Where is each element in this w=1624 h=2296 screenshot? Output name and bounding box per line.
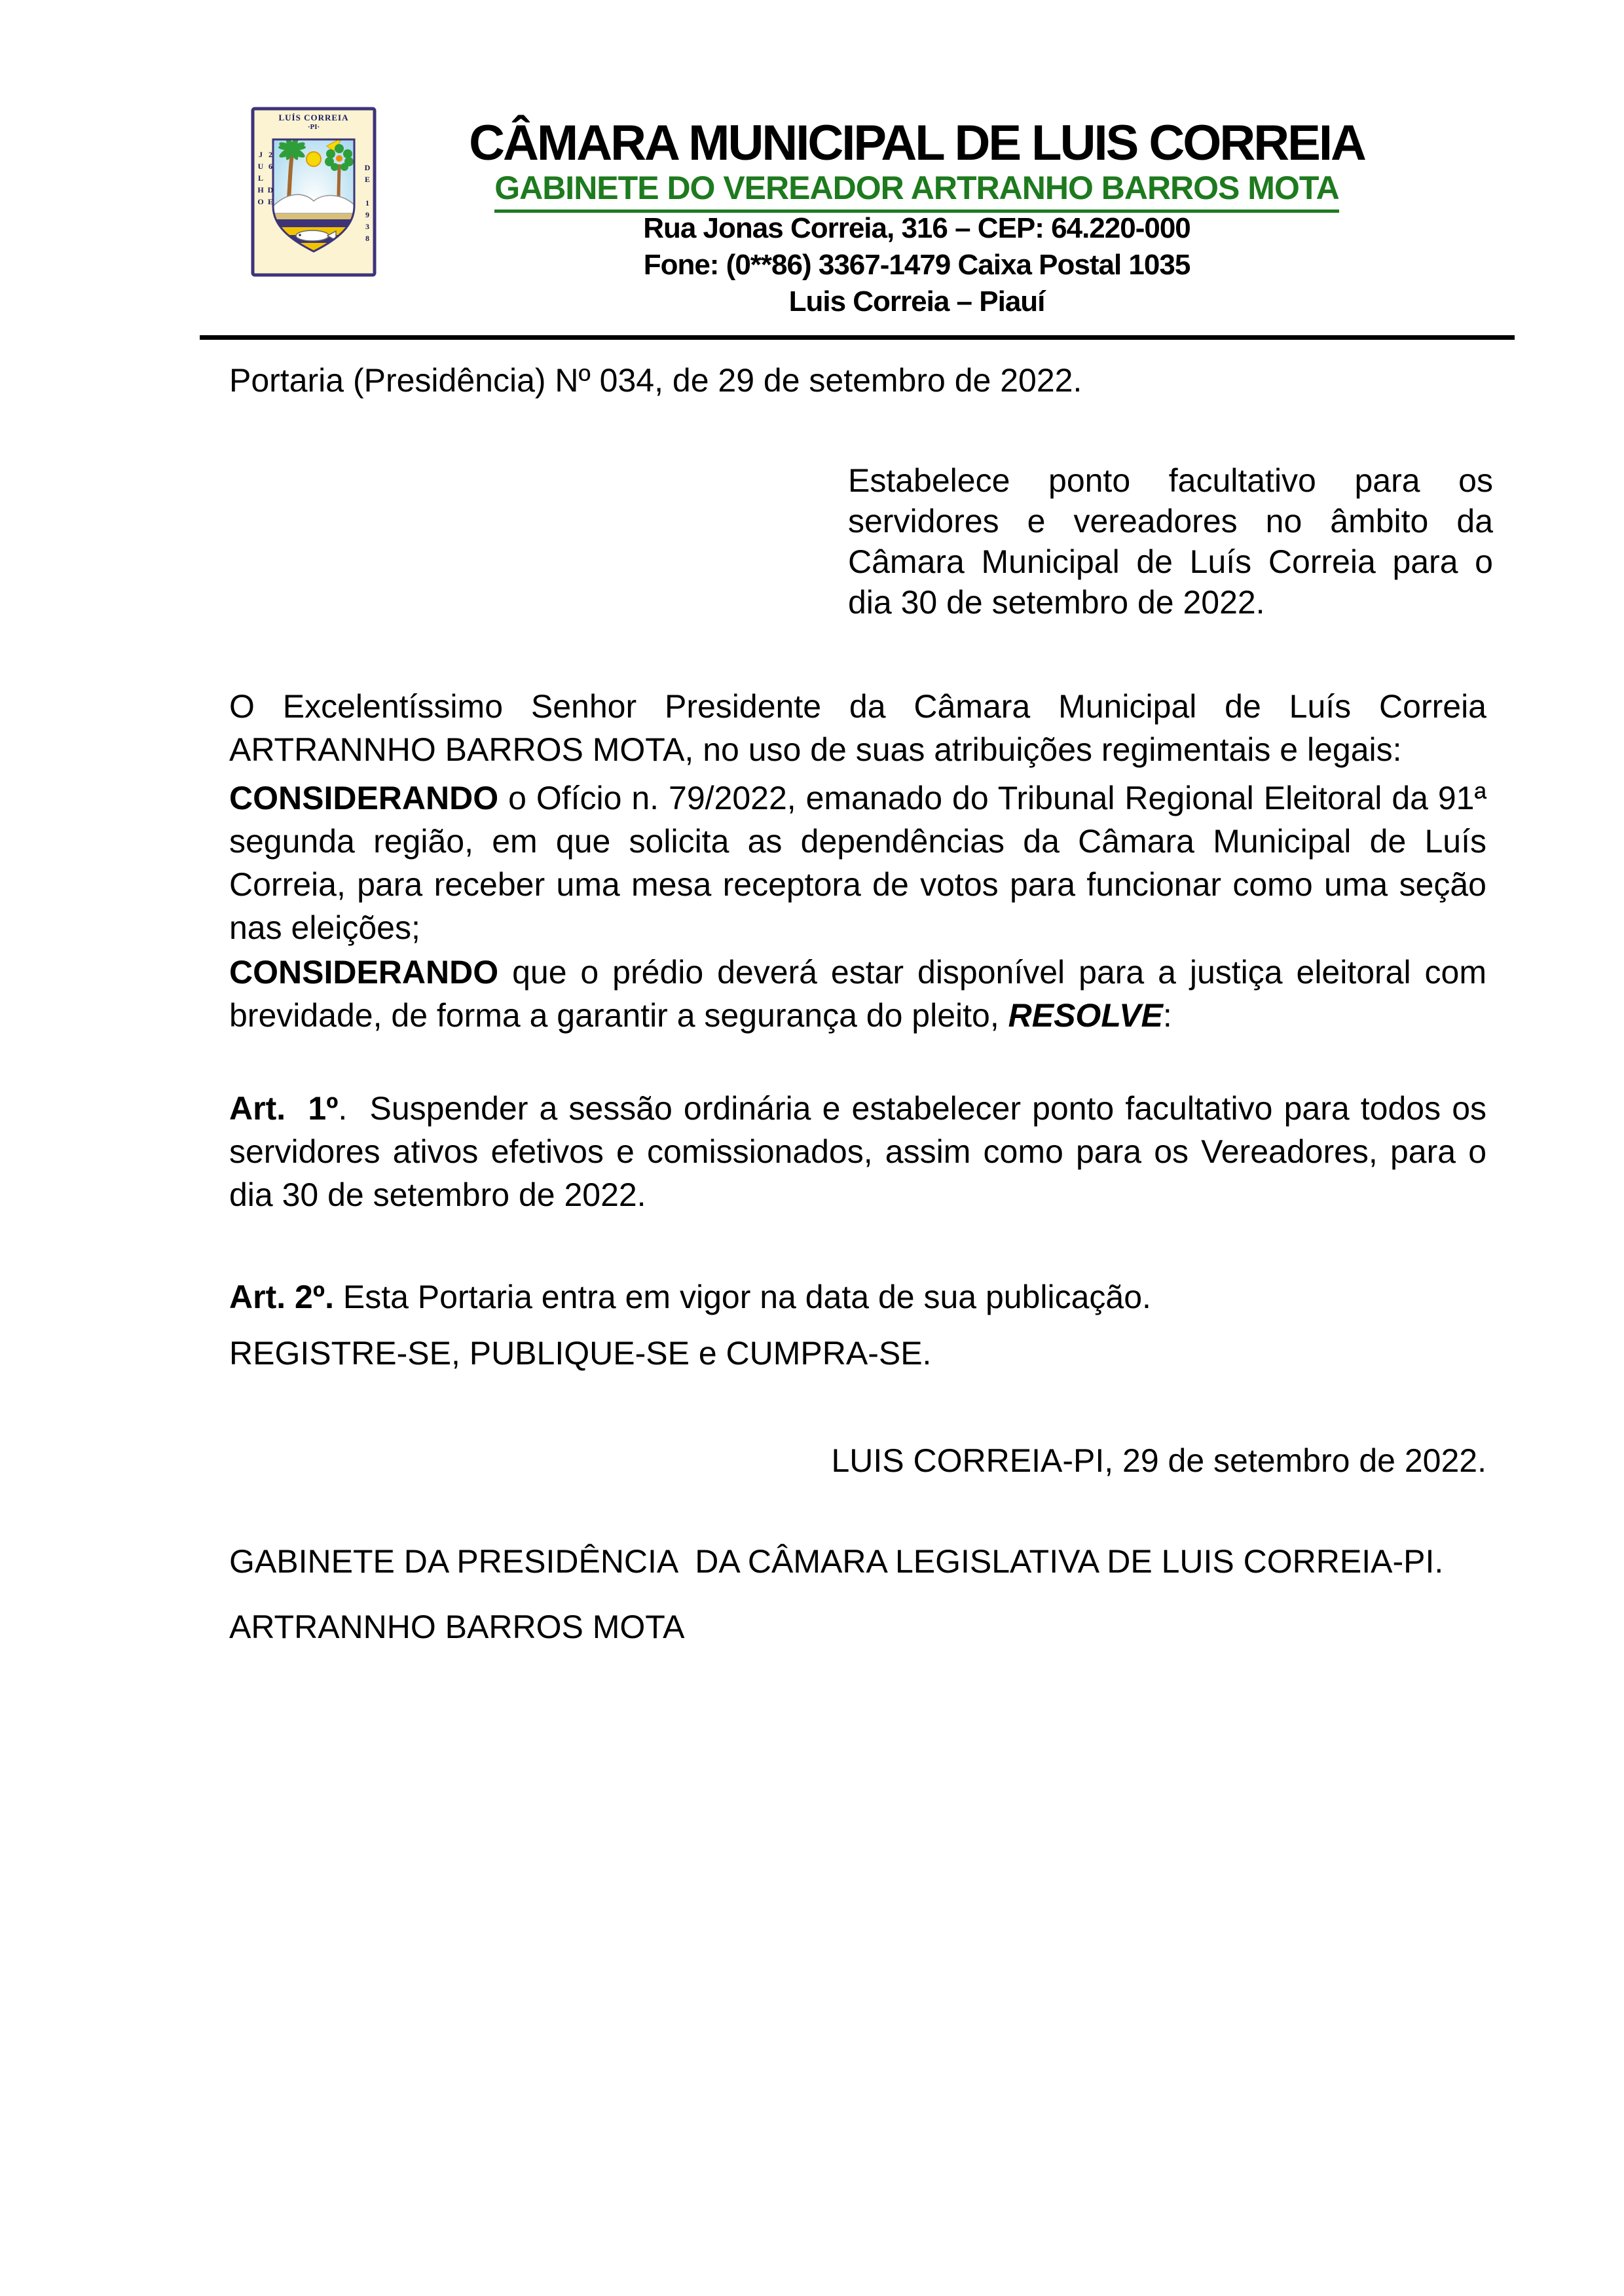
letterhead-office-underlined: GABINETE DO VEREADOR ARTRANHO BARROS MOTA bbox=[494, 169, 1339, 213]
letterhead-title: CÂMARA MUNICIPAL DE LUIS CORREIA bbox=[469, 115, 1365, 171]
signature-name: ARTRANNHO BARROS MOTA bbox=[229, 1609, 685, 1645]
cabinet-line: GABINETE DA PRESIDÊNCIA DA CÂMARA LEGISLATIVA DE LUIS CORREIA-PI. bbox=[229, 1543, 1444, 1580]
crest-left-date-text: 26 DE JULHO bbox=[256, 150, 275, 209]
letterhead-phone: Fone: (0**86) 3367-1479 Caixa Postal 1035 bbox=[643, 249, 1190, 281]
article-1-paragraph bbox=[229, 1087, 1496, 1216]
portaria-summary: Estabelece ponto facultativo para os servidores e vereadores no âmbito da Câmara Municipal de Luís Correia para o dia 30 de setembro de 2022. bbox=[848, 462, 1502, 621]
portaria-number-line: Portaria (Presidência) Nº 034, de 29 de setembro de 2022. bbox=[229, 362, 1082, 399]
considerando-1-text: o Ofício n. 79/2022, emanado do Tribunal Regional Eleitoral da 91ª segunda região, em que solicita as dependências da Câmara Municipal de Luís Correia, para receber uma mesa receptora de votos para funcionar como uma seção nas eleições; bbox=[229, 780, 1496, 946]
article-2-text: Esta Portaria entra em vigor na data de sua publicação. bbox=[333, 1279, 1151, 1315]
letterhead-address: Rua Jonas Correia, 316 – CEP: 64.220-000 bbox=[643, 212, 1190, 244]
article-2-lead: Art. 2º. bbox=[229, 1279, 334, 1315]
resolve-word: RESOLVE bbox=[1008, 997, 1163, 1034]
considerando-2-lead: CONSIDERANDO bbox=[229, 954, 499, 991]
considerando-1-paragraph bbox=[229, 776, 1496, 949]
considerando-2-tail: : bbox=[1162, 997, 1172, 1034]
crest-city-name: LUÍS CORREIA bbox=[278, 113, 349, 122]
portaria-preamble: O Excelentíssimo Senhor Presidente da Câmara Municipal de Luís Correia ARTRANNHO BARROS MOTA, no uso de suas atribuições regimentais e legais: bbox=[229, 688, 1494, 768]
date-place-line: LUIS CORREIA-PI, 29 de setembro de 2022. bbox=[831, 1442, 1486, 1479]
closing-order-line: REGISTRE-SE, PUBLIQUE-SE e CUMPRA-SE. bbox=[229, 1335, 932, 1372]
letterhead-office-line bbox=[406, 169, 1428, 213]
crest-state-abbr: ·PI· bbox=[307, 123, 320, 131]
article-1-lead: Art. 1º bbox=[229, 1090, 339, 1127]
considerando-1-lead: CONSIDERANDO bbox=[229, 780, 499, 816]
municipal-coat-of-arms bbox=[251, 107, 377, 277]
article-1-text: . Suspender a sessão ordinária e estabelecer ponto facultativo para todos os servidores ativos efetivos e comissionados, assim como para os Vereadores, para o dia 30 de setembro de 2022. bbox=[229, 1090, 1496, 1213]
letterhead-divider-rule bbox=[200, 335, 1515, 340]
letterhead-city: Luis Correia – Piauí bbox=[788, 285, 1045, 318]
considerando-2-paragraph bbox=[229, 951, 1496, 1037]
crest-right-date-text: DE 1938 bbox=[363, 163, 372, 246]
article-2-paragraph bbox=[229, 1275, 1486, 1319]
considerando-2-text: que o prédio deverá estar disponível para a justiça eleitoral com brevidade, de forma a garantir a segurança do pleito, bbox=[229, 954, 1496, 1034]
